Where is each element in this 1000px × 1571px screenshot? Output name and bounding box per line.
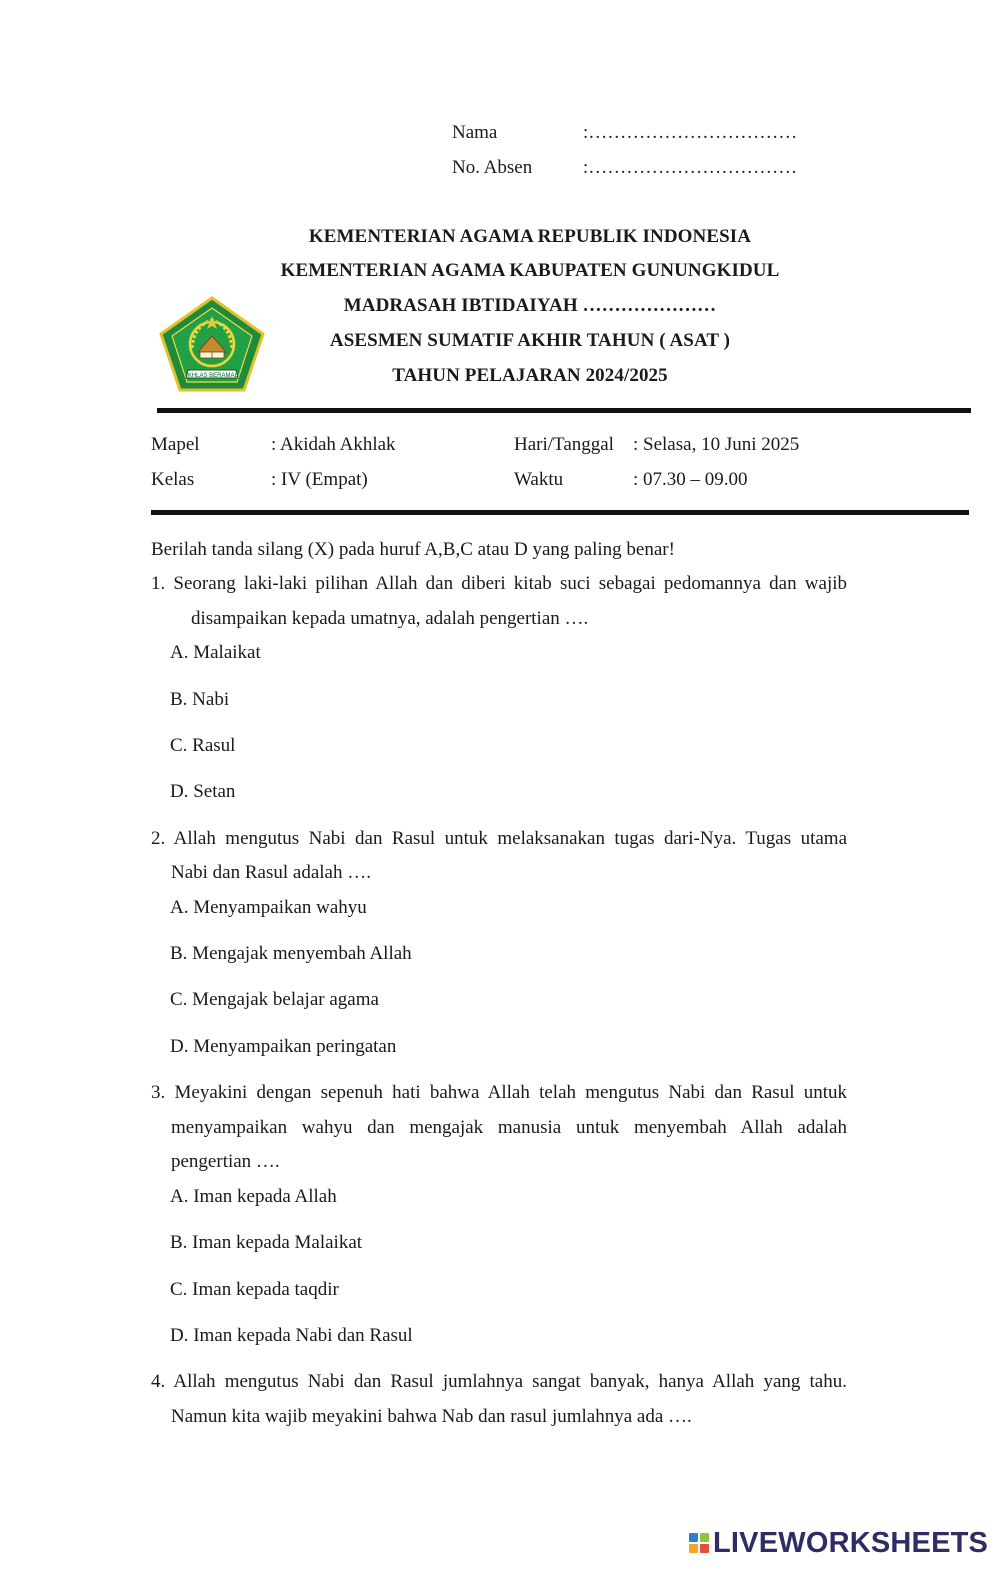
name-blank[interactable]: :…………………………… — [583, 122, 798, 143]
header-line-2: KEMENTERIAN AGAMA KABUPATEN GUNUNGKIDUL — [280, 260, 780, 281]
question-1-line-1: 1. Seorang laki-laki pilihan Allah dan diberi kitab suci sebagai pedomannya dan wajib — [151, 573, 847, 594]
waktu-value: : 07.30 – 09.00 — [633, 469, 748, 490]
liveworksheets-brand[interactable] — [689, 1526, 988, 1560]
kelas-value: : IV (Empat) — [271, 469, 368, 490]
hari-label: Hari/Tanggal — [514, 434, 614, 455]
question-1-option-c[interactable]: C. Rasul — [170, 735, 236, 756]
instruction: Berilah tanda silang (X) pada huruf A,B,C atau D yang paling benar! — [151, 539, 675, 560]
header-line-5: TAHUN PELAJARAN 2024/2025 — [392, 365, 668, 386]
question-1-option-b[interactable]: B. Nabi — [170, 689, 230, 710]
question-3-option-b[interactable]: B. Iman kepada Malaikat — [170, 1232, 363, 1253]
question-3-line-3: pengertian …. — [171, 1151, 280, 1172]
absen-label: No. Absen — [452, 157, 533, 178]
hari-value: : Selasa, 10 Juni 2025 — [633, 434, 800, 455]
question-2-option-b[interactable]: B. Mengajak menyembah Allah — [170, 943, 412, 964]
header-divider — [157, 408, 971, 413]
question-3-option-d[interactable]: D. Iman kepada Nabi dan Rasul — [170, 1325, 413, 1346]
header-line-3: MADRASAH IBTIDAIYAH ………………… — [343, 295, 717, 316]
question-3-line-2: menyampaikan wahyu dan mengajak manusia untuk menyembah Allah adalah — [171, 1117, 847, 1138]
question-3-line-1: 3. Meyakini dengan sepenuh hati bahwa Allah telah mengutus Nabi dan Rasul untuk — [151, 1082, 847, 1103]
question-2-line-2: Nabi dan Rasul adalah …. — [171, 862, 371, 883]
liveworksheets-wordmark: LIVEWORKSHEETS — [713, 1526, 989, 1559]
header-line-4: ASESMEN SUMATIF AKHIR TAHUN ( ASAT ) — [329, 330, 731, 351]
question-3-option-c[interactable]: C. Iman kepada taqdir — [170, 1279, 339, 1300]
absen-blank[interactable]: :…………………………… — [583, 157, 798, 178]
logo-text: IKHLAS BERAMAL — [186, 373, 238, 379]
question-1-option-d[interactable]: D. Setan — [170, 781, 236, 802]
info-divider — [151, 510, 969, 515]
question-3-option-a[interactable]: A. Iman kepada Allah — [170, 1186, 337, 1207]
question-2-option-c[interactable]: C. Mengajak belajar agama — [170, 989, 379, 1010]
question-1-line-2: disampaikan kepada umatnya, adalah pengertian …. — [191, 608, 589, 629]
mapel-label: Mapel — [151, 434, 200, 455]
waktu-label: Waktu — [514, 469, 564, 490]
header-line-1: KEMENTERIAN AGAMA REPUBLIK INDONESIA — [308, 226, 752, 247]
question-4-line-2: Namun kita wajib meyakini bahwa Nab dan rasul jumlahnya ada …. — [171, 1406, 692, 1427]
question-4-line-1: 4. Allah mengutus Nabi dan Rasul jumlahnya sangat banyak, hanya Allah yang tahu. — [151, 1371, 847, 1392]
liveworksheets-logo-icon — [689, 1533, 709, 1553]
question-1-option-a[interactable]: A. Malaikat — [170, 642, 261, 663]
question-2-line-1: 2. Allah mengutus Nabi dan Rasul untuk melaksanakan tugas dari-Nya. Tugas utama — [151, 828, 847, 849]
question-2-option-a[interactable]: A. Menyampaikan wahyu — [170, 897, 367, 918]
kelas-label: Kelas — [151, 469, 195, 490]
mapel-value: : Akidah Akhlak — [271, 434, 396, 455]
question-2-option-d[interactable]: D. Menyampaikan peringatan — [170, 1036, 397, 1057]
name-label: Nama — [452, 122, 498, 143]
